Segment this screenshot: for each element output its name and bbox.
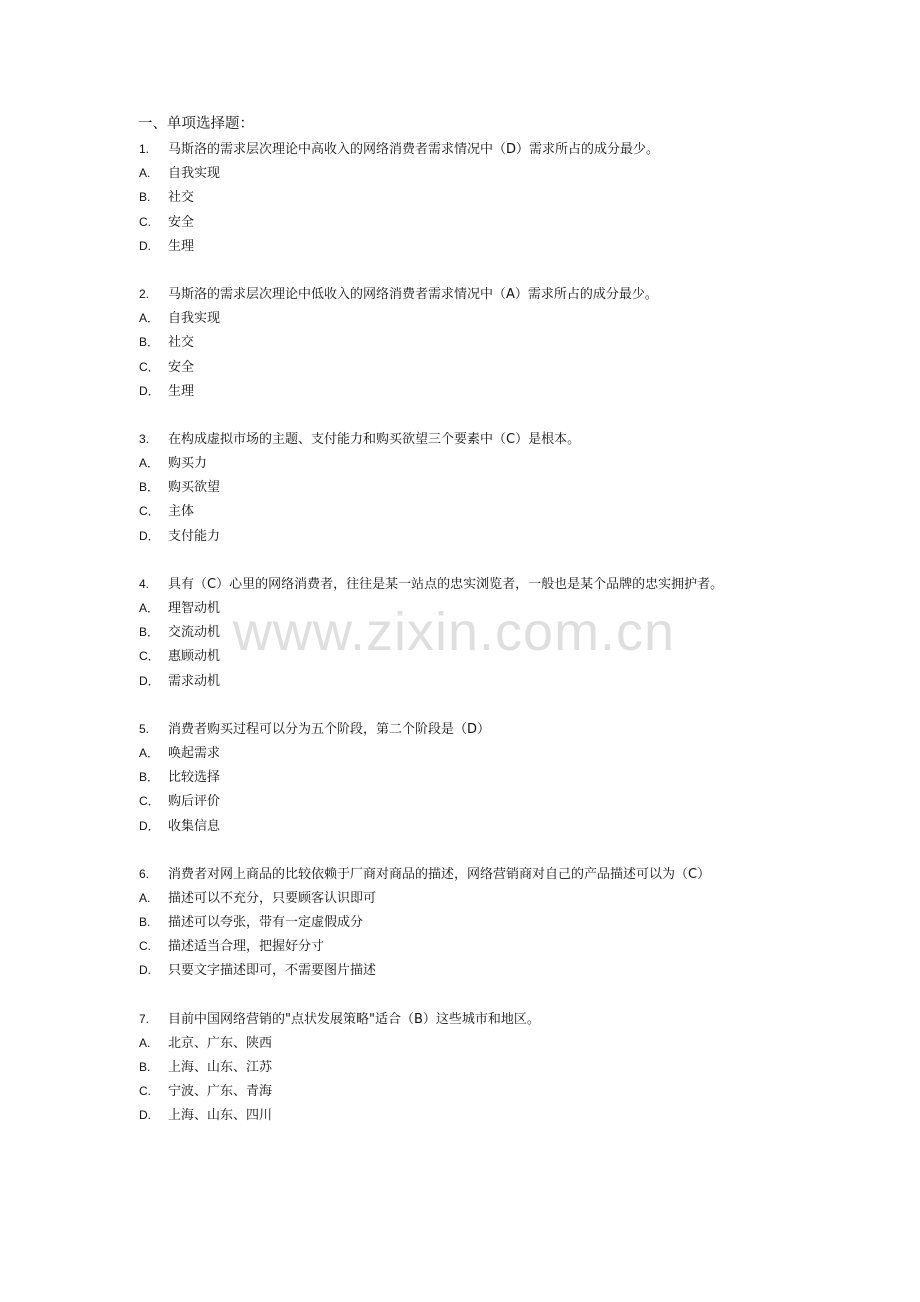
option-text: 需求动机 xyxy=(168,673,221,689)
option-text: 生理 xyxy=(168,383,195,399)
question-stem xyxy=(139,282,899,306)
option-d xyxy=(139,234,899,258)
option-c xyxy=(139,934,899,958)
option-text: 描述可以夸张，带有一定虚假成分 xyxy=(168,915,364,931)
option-c xyxy=(139,210,899,234)
option-letter: D. xyxy=(139,238,151,253)
option-letter: A. xyxy=(139,166,151,181)
question-stem xyxy=(139,427,899,451)
question-2 xyxy=(139,282,899,403)
option-letter: A． xyxy=(139,745,160,760)
question-number: 5. xyxy=(139,721,150,736)
question-text: 目前中国网络营销的"点状发展策略"适合（B）这些城市和地区。 xyxy=(168,1011,540,1027)
option-letter: A． xyxy=(139,456,160,471)
option-text: 宁波、广东、青海 xyxy=(168,1084,273,1100)
option-letter: B. xyxy=(139,915,151,930)
option-b xyxy=(139,1055,899,1079)
option-text: 自我实现 xyxy=(168,166,221,182)
question-text: 具有（C）心里的网络消费者，往往是某一站点的忠实浏览者，一般也是某个品牌的忠实拥护者。 xyxy=(168,576,724,592)
option-a xyxy=(139,1031,899,1055)
question-stem xyxy=(139,1007,899,1031)
option-b xyxy=(139,765,899,789)
question-stem xyxy=(139,137,899,161)
option-c xyxy=(139,644,899,668)
option-letter: A. xyxy=(139,890,151,905)
option-letter: C． xyxy=(139,504,160,519)
option-c xyxy=(139,355,899,379)
option-a xyxy=(139,596,899,620)
question-text: 在构成虚拟市场的主题、支付能力和购买欲望三个要素中（C）是根本。 xyxy=(168,431,581,447)
option-letter: B. xyxy=(139,190,151,205)
question-stem xyxy=(139,572,899,596)
option-letter: B． xyxy=(139,335,160,350)
option-letter: D． xyxy=(139,818,160,833)
option-letter: C． xyxy=(139,794,160,809)
option-d xyxy=(139,379,899,403)
option-letter: C. xyxy=(139,214,151,229)
option-a xyxy=(139,741,899,765)
option-letter: D. xyxy=(139,1108,151,1123)
option-b xyxy=(139,330,899,354)
option-c xyxy=(139,789,899,813)
option-text: 只要文字描述即可，不需要图片描述 xyxy=(168,963,377,979)
option-c xyxy=(139,499,899,523)
option-d xyxy=(139,814,899,838)
option-d xyxy=(139,958,899,982)
question-text: 消费者购买过程可以分为五个阶段，第二个阶段是（D） xyxy=(168,721,491,737)
option-text: 理智动机 xyxy=(168,601,221,616)
option-text: 惠顾动机 xyxy=(168,649,221,665)
question-4 xyxy=(139,572,899,693)
option-letter: A． xyxy=(139,601,160,615)
option-b xyxy=(139,910,899,934)
question-number: 3. xyxy=(139,431,150,446)
option-d xyxy=(139,524,899,548)
option-letter: A． xyxy=(139,311,160,326)
option-b xyxy=(139,185,899,209)
option-text: 购后评价 xyxy=(168,794,221,810)
option-text: 上海、山东、江苏 xyxy=(168,1060,273,1075)
option-text: 自我实现 xyxy=(168,311,221,327)
option-text: 比较选择 xyxy=(168,770,221,786)
option-letter: A. xyxy=(139,1035,151,1050)
option-text: 唤起需求 xyxy=(168,745,221,761)
option-letter: B． xyxy=(139,770,160,785)
option-d xyxy=(139,669,899,693)
option-text: 安全 xyxy=(168,214,195,230)
option-b xyxy=(139,620,899,644)
watermark: www.zixin.com.cn xyxy=(233,602,676,662)
option-text: 支付能力 xyxy=(168,528,221,544)
question-number: 4. xyxy=(139,576,150,591)
question-5 xyxy=(139,717,899,838)
option-text: 社交 xyxy=(168,190,195,206)
question-number: 2. xyxy=(139,286,150,301)
option-letter: B． xyxy=(139,480,160,495)
question-text: 马斯洛的需求层次理论中低收入的网络消费者需求情况中（A）需求所占的成分最少。 xyxy=(168,286,658,302)
option-a xyxy=(139,451,899,475)
option-a xyxy=(139,886,899,910)
option-b xyxy=(139,475,899,499)
question-list xyxy=(139,137,899,1152)
section-title: 一、单项选择题： xyxy=(138,116,254,132)
option-a xyxy=(139,161,899,185)
option-letter: D. xyxy=(139,963,151,978)
question-1 xyxy=(139,137,899,258)
option-letter: C． xyxy=(139,649,160,664)
question-stem xyxy=(139,717,899,741)
option-text: 购买欲望 xyxy=(168,480,221,496)
option-letter: B． xyxy=(139,625,160,640)
option-c xyxy=(139,1079,899,1103)
option-letter: C. xyxy=(139,1084,151,1099)
option-text: 安全 xyxy=(168,359,195,375)
option-letter: C. xyxy=(139,939,151,954)
option-text: 北京、广东、陕西 xyxy=(168,1035,273,1051)
option-text: 主体 xyxy=(168,504,195,520)
option-text: 收集信息 xyxy=(168,818,221,834)
option-text: 交流动机 xyxy=(168,625,221,641)
option-letter: C． xyxy=(139,359,160,374)
question-stem xyxy=(139,862,899,886)
option-text: 上海、山东、四川 xyxy=(168,1108,273,1124)
option-letter: D． xyxy=(139,528,160,543)
question-text: 消费者对网上商品的比较依赖于厂商对商品的描述，网络营销商对自己的产品描述可以为（C） xyxy=(168,866,711,882)
question-text: 马斯洛的需求层次理论中高收入的网络消费者需求情况中（D）需求所占的成分最少。 xyxy=(168,142,660,157)
question-7 xyxy=(139,1007,899,1128)
option-text: 购买力 xyxy=(168,456,208,472)
option-a xyxy=(139,306,899,330)
option-text: 描述适当合理，把握好分寸 xyxy=(168,939,325,955)
option-d xyxy=(139,1103,899,1127)
option-letter: D． xyxy=(139,383,160,398)
question-number: 1. xyxy=(139,142,150,156)
question-number: 6. xyxy=(139,866,150,881)
question-6 xyxy=(139,862,899,983)
option-letter: B. xyxy=(139,1060,151,1074)
option-letter: D． xyxy=(139,673,160,688)
question-3 xyxy=(139,427,899,548)
option-text: 社交 xyxy=(168,335,195,351)
option-text: 描述可以不充分，只要顾客认识即可 xyxy=(168,890,377,906)
option-text: 生理 xyxy=(168,238,195,254)
question-number: 7. xyxy=(139,1011,150,1026)
